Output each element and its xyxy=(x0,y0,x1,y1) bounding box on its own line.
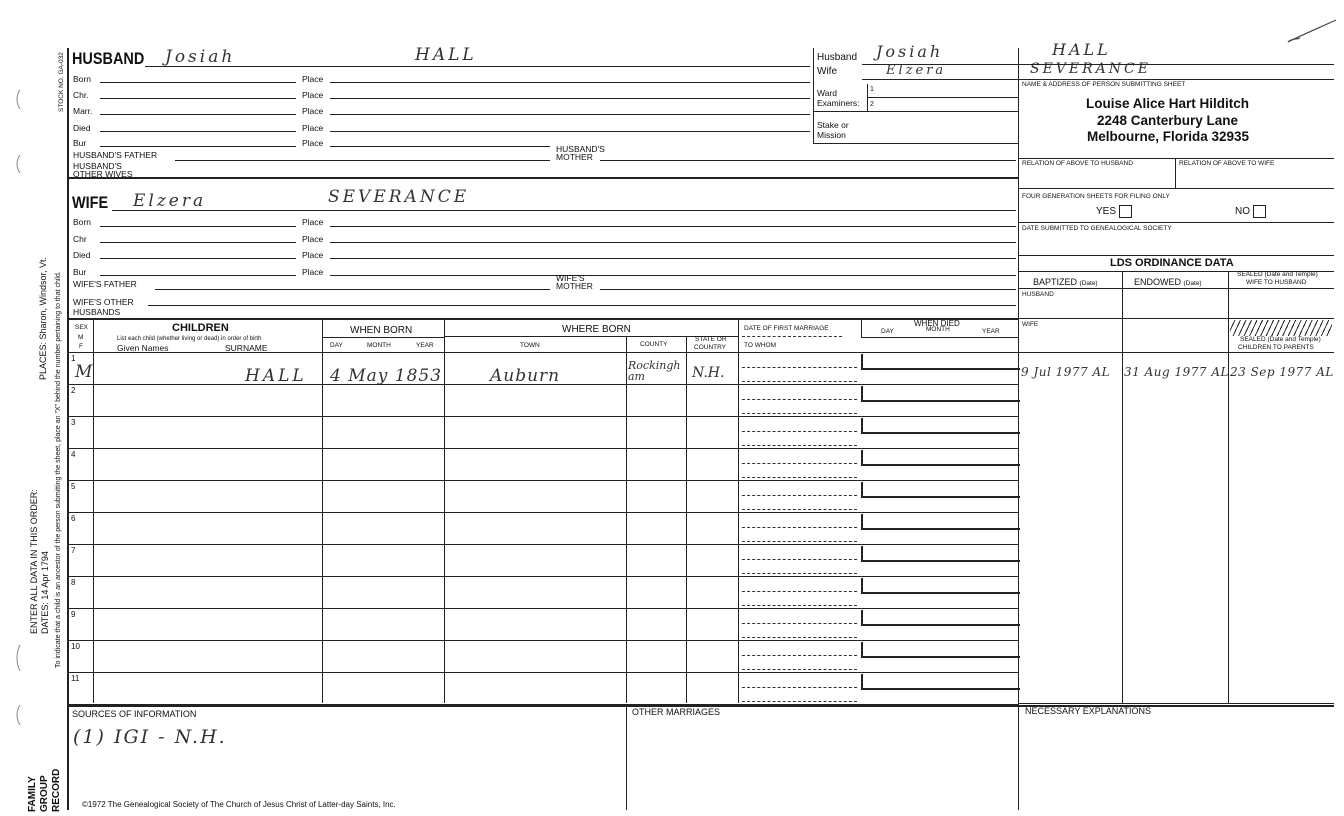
born-year-header: YEAR xyxy=(416,342,434,349)
child-row-line xyxy=(67,448,1018,449)
husbands-mother-label-2: MOTHER xyxy=(556,152,593,162)
to-whom-dash xyxy=(742,669,857,670)
husbands-other-wives-label-2: OTHER WIVES xyxy=(73,169,133,179)
left-edge-marks xyxy=(10,85,24,725)
husband-surname: HALL xyxy=(415,45,477,65)
child-row-line xyxy=(67,640,1018,641)
sources-label: SOURCES OF INFORMATION xyxy=(72,709,197,719)
child1-baptized: 9 Jul 1977 AL xyxy=(1021,365,1111,379)
town-header: TOWN xyxy=(520,342,540,349)
husband-born-label: Born xyxy=(73,74,91,84)
check-mark-icon xyxy=(1286,18,1338,46)
no-option[interactable] xyxy=(1235,205,1266,218)
where-born-col-divider xyxy=(444,318,445,703)
husband-died-place-label: Place xyxy=(302,123,324,133)
wife-bur-place-line xyxy=(330,275,1016,276)
stock-number: STOCK NO. GA-032 xyxy=(58,52,65,112)
wifes-father-label: WIFE'S FATHER xyxy=(73,279,137,289)
child-row-line xyxy=(67,512,1018,513)
first-marriage-dash xyxy=(742,336,842,337)
county-col-divider xyxy=(626,336,627,703)
husbands-mother-line xyxy=(600,160,1016,161)
where-born-header: WHERE BORN xyxy=(562,324,631,335)
wife-died-place-label: Place xyxy=(302,250,324,260)
husband-died-place-line xyxy=(330,131,810,132)
child-row-line xyxy=(67,672,1018,673)
child-row-line xyxy=(67,480,1018,481)
child-row-number: 4 xyxy=(71,450,76,459)
to-whom-dash xyxy=(742,701,857,702)
wife-chr-place-line xyxy=(330,242,1016,243)
husband-section-bottom xyxy=(67,177,1018,179)
surname-header: SURNAME xyxy=(225,343,268,353)
endowed-header xyxy=(1134,277,1202,287)
relation-wife-label: RELATION OF ABOVE TO WIFE xyxy=(1179,160,1275,167)
child1-endowed: 31 Aug 1977 AL xyxy=(1124,365,1229,379)
wifes-other-husbands-line xyxy=(148,305,1016,306)
husband-marr-label: Marr. xyxy=(73,106,93,116)
marriage-date-dash xyxy=(742,367,857,368)
wife-died-place-line xyxy=(330,258,1016,259)
enter-all-note: ENTER ALL DATA IN THIS ORDER: xyxy=(29,489,39,634)
died-year-header: YEAR xyxy=(982,328,1000,335)
other-marriages-label: OTHER MARRIAGES xyxy=(632,707,721,717)
submitter-bottom-line xyxy=(1018,158,1334,159)
examiner-1: 1 xyxy=(870,86,874,93)
panel-wife-surname: SEVERANCE xyxy=(1030,61,1151,77)
husband-bur-place-label: Place xyxy=(302,138,324,148)
lds-wife-row-label: WIFE xyxy=(1022,321,1039,328)
panel-husband-label: Husband xyxy=(817,52,858,63)
husband-bur-label: Bur xyxy=(73,138,87,148)
to-whom-dash xyxy=(742,605,857,606)
husband-marr-place-line xyxy=(330,114,810,115)
county-header: COUNTY xyxy=(640,341,668,348)
husband-bur-place-line xyxy=(330,146,550,147)
wife-section-bottom xyxy=(67,318,1018,320)
when-born-subline xyxy=(322,337,444,338)
child-row-number: 8 xyxy=(71,578,76,587)
wifes-other-husbands-label-1: WIFE'S OTHER xyxy=(73,297,134,307)
baptized-date-label: (Date) xyxy=(1079,280,1098,287)
baptized-label: BAPTIZED xyxy=(1033,277,1078,287)
wife-bur-label: Bur xyxy=(73,267,87,277)
husband-chr-line xyxy=(100,98,296,99)
wife-chr-label: Chr xyxy=(73,234,87,244)
four-gen-label: FOUR GENERATION SHEETS FOR FILING ONLY xyxy=(1022,193,1170,200)
sources-value: (1) IGI - N.H. xyxy=(73,726,227,748)
husband-died-label: Died xyxy=(73,123,91,133)
child1-sealed: 23 Sep 1977 AL xyxy=(1230,365,1334,379)
died-date-bracket xyxy=(861,674,1020,690)
examiner-2: 2 xyxy=(870,101,874,108)
died-date-bracket xyxy=(861,418,1020,434)
child1-state: N.H. xyxy=(692,365,725,381)
lds-husband-row-bottom xyxy=(1018,318,1334,319)
wifes-other-husbands-label-2: HUSBANDS xyxy=(73,307,121,317)
child-row-number: 3 xyxy=(71,418,76,427)
child-row-number: 7 xyxy=(71,546,76,555)
husband-chr-place-label: Place xyxy=(302,90,324,100)
marriage-date-dash xyxy=(742,399,857,400)
child-row-number: 2 xyxy=(71,386,76,395)
died-date-bracket xyxy=(861,482,1020,498)
panel-wife-line xyxy=(862,79,1334,80)
marriage-date-dash xyxy=(742,559,857,560)
children-note: List each child (whether living or dead) in order of birth xyxy=(117,336,262,342)
copyright-notice: ©1972 The Genealogical Society of The Church of Jesus Christ of Latter-day Saints, Inc. xyxy=(82,800,396,809)
first-marriage-header: DATE OF FIRST MARRIAGE xyxy=(744,325,829,332)
marriage-col-divider xyxy=(738,318,739,703)
died-date-bracket xyxy=(861,354,1020,370)
husband-given-name: Josiah xyxy=(165,47,236,67)
husband-bur-line xyxy=(100,146,296,147)
sealed-children-label-1: SEALED (Date and Temple) xyxy=(1240,336,1321,343)
relation-divider xyxy=(1175,158,1176,188)
date-submitted-bottom-line xyxy=(1018,255,1334,256)
died-date-bracket xyxy=(861,610,1020,626)
necessary-explanations-label: NECESSARY EXPLANATIONS xyxy=(1025,706,1152,716)
places-note: PLACES: Sharon, Windsor, Vt. xyxy=(38,256,48,380)
info-box-left-border xyxy=(813,48,814,143)
sealed-children-label-2: CHILDREN TO PARENTS xyxy=(1238,344,1314,351)
husband-born-place-label: Place xyxy=(302,74,324,84)
form-title-group: GROUP xyxy=(39,775,50,812)
date-submitted-label: DATE SUBMITTED TO GENEALOGICAL SOCIETY xyxy=(1022,225,1172,232)
child-row-number: 1 xyxy=(71,354,76,363)
born-day-header: DAY xyxy=(330,342,343,349)
died-date-bracket xyxy=(861,546,1020,562)
died-month-header: MONTH xyxy=(926,326,950,333)
child-row-line xyxy=(67,544,1018,545)
marriage-date-dash xyxy=(742,463,857,464)
wife-bur-place-label: Place xyxy=(302,267,324,277)
submitter-label: NAME & ADDRESS OF PERSON SUBMITTING SHEET xyxy=(1022,81,1186,88)
lds-hatched-cell xyxy=(1230,320,1332,336)
no-label: NO xyxy=(1235,206,1250,218)
endowed-label: ENDOWED xyxy=(1134,277,1181,287)
born-month-header: MONTH xyxy=(367,342,391,349)
children-header: CHILDREN xyxy=(172,322,229,334)
wife-surname: SEVERANCE xyxy=(328,187,470,207)
baptized-header xyxy=(1033,277,1098,287)
lds-col-divider-2 xyxy=(1228,271,1229,703)
wifes-mother-label-2: MOTHER xyxy=(556,281,593,291)
footer-divider xyxy=(626,705,627,810)
to-whom-dash xyxy=(742,637,857,638)
state-col-divider xyxy=(686,336,687,703)
child-row-line xyxy=(67,416,1018,417)
lds-wife-row-bottom xyxy=(1018,352,1334,353)
submitter-city: Melbourne, Florida 32935 xyxy=(1087,129,1250,144)
wifes-mother-label-1: WIFE'S xyxy=(556,273,585,283)
panel-wife-label: Wife xyxy=(817,66,837,77)
yes-checkbox[interactable] xyxy=(1119,205,1132,218)
to-whom-dash xyxy=(742,509,857,510)
child1-sex: M xyxy=(75,362,96,382)
wife-chr-line xyxy=(100,242,296,243)
to-whom-dash xyxy=(742,541,857,542)
to-whom-dash xyxy=(742,381,857,382)
submitter-street: 2248 Canterbury Lane xyxy=(1097,113,1239,128)
child1-birth-date: 4 May 1853 xyxy=(330,366,443,386)
state-header-2: COUNTRY xyxy=(694,344,727,351)
to-whom-dash xyxy=(742,413,857,414)
died-date-bracket xyxy=(861,578,1020,594)
examiner-mid-line xyxy=(867,97,1018,98)
wife-died-label: Died xyxy=(73,250,91,260)
submitter-name: Louise Alice Hart Hilditch xyxy=(1086,96,1250,111)
husband-marr-line xyxy=(100,114,296,115)
died-date-bracket xyxy=(861,450,1020,466)
child-row-number: 6 xyxy=(71,514,76,523)
marriage-date-dash xyxy=(742,431,857,432)
when-died-header: WHEN DIED xyxy=(914,319,960,328)
state-header-1: STATE OR xyxy=(695,336,727,343)
no-checkbox[interactable] xyxy=(1253,205,1266,218)
form-title-family: FAMILY xyxy=(27,776,38,812)
marriage-date-dash xyxy=(742,623,857,624)
yes-option[interactable] xyxy=(1096,205,1132,218)
husbands-other-wives-label-1: HUSBAND'S xyxy=(73,161,122,171)
sex-header: SEX xyxy=(75,324,89,331)
wife-label: WIFE xyxy=(72,193,109,212)
children-header-bottom xyxy=(67,352,1018,353)
wife-born-place-label: Place xyxy=(302,217,324,227)
died-day-header: DAY xyxy=(881,328,894,335)
where-born-subline xyxy=(444,336,738,337)
husband-died-line xyxy=(100,131,296,132)
lds-header-bottom xyxy=(1018,288,1334,289)
when-born-header: WHEN BORN xyxy=(350,325,413,336)
stake-bottom-line xyxy=(813,143,1018,144)
to-whom-header: TO WHOM xyxy=(744,342,777,349)
husband-chr-label: Chr. xyxy=(73,90,89,100)
sealed-wife-label-2: WIFE TO HUSBAND xyxy=(1246,279,1307,286)
marriage-date-dash xyxy=(742,495,857,496)
ancestor-instruction: To indicate that a child is an ancestor of the person submitting the sheet, place an "X" behind the number pertaining to that child. xyxy=(55,271,62,668)
lds-col-divider-1 xyxy=(1122,271,1123,703)
form-title-record: RECORD xyxy=(51,768,62,812)
husband-born-place-line xyxy=(330,82,810,83)
lds-husband-row-label: HUSBAND xyxy=(1022,291,1054,298)
sex-m-header: M xyxy=(78,334,84,341)
wife-born-place-line xyxy=(330,226,1016,227)
husband-chr-place-line xyxy=(330,98,810,99)
panel-husband-surname: HALL xyxy=(1052,40,1111,59)
wife-bur-line xyxy=(100,275,296,276)
sex-f-header: F xyxy=(79,343,83,350)
yes-label: YES xyxy=(1096,206,1117,218)
wife-born-label: Born xyxy=(73,217,91,227)
child-row-number: 10 xyxy=(71,642,80,651)
panel-husband-given: Josiah xyxy=(876,42,944,61)
died-col-divider-header xyxy=(861,318,862,337)
child-row-number: 5 xyxy=(71,482,76,491)
wife-given-name: Elzera xyxy=(133,191,207,211)
husbands-father-line xyxy=(175,160,550,161)
child-row-number: 11 xyxy=(71,674,80,683)
to-whom-dash xyxy=(742,477,857,478)
died-date-bracket xyxy=(861,514,1020,530)
to-whom-dash xyxy=(742,573,857,574)
when-died-subline xyxy=(861,337,1018,338)
stake-label-2: Mission xyxy=(817,130,846,140)
panel-husband-line xyxy=(862,64,1334,65)
wifes-father-line xyxy=(155,289,550,290)
child-row-number: 9 xyxy=(71,610,76,619)
lds-bottom-line xyxy=(1018,703,1334,704)
given-names-header: Given Names xyxy=(117,343,169,353)
marriage-date-dash xyxy=(742,591,857,592)
husbands-mother-label-1: HUSBAND'S xyxy=(556,144,605,154)
husband-label: HUSBAND xyxy=(72,49,145,68)
child1-surname: HALL xyxy=(245,366,307,386)
child1-county: Rockingham xyxy=(628,359,681,383)
to-whom-dash xyxy=(742,445,857,446)
child1-town: Auburn xyxy=(490,366,561,386)
wife-died-line xyxy=(100,258,296,259)
lds-title: LDS ORDINANCE DATA xyxy=(1110,257,1234,269)
marriage-date-dash xyxy=(742,687,857,688)
sealed-wife-label-1: SEALED (Date and Temple) xyxy=(1237,271,1318,278)
died-date-bracket xyxy=(861,642,1020,658)
marriage-date-dash xyxy=(742,527,857,528)
panel-wife-given: Elzera xyxy=(886,63,947,78)
child-row-line xyxy=(67,608,1018,609)
relation-husband-label: RELATION OF ABOVE TO HUSBAND xyxy=(1022,160,1133,167)
wife-born-line xyxy=(100,226,296,227)
stake-label-1: Stake or xyxy=(817,120,849,130)
child-row-line xyxy=(67,384,1018,385)
died-date-bracket xyxy=(861,386,1020,402)
wife-name-line xyxy=(112,210,1016,211)
examiners-label: Examiners: xyxy=(817,98,860,108)
ward-label: Ward xyxy=(817,88,837,98)
examiner-bottom-line xyxy=(813,111,1018,112)
marriage-date-dash xyxy=(742,655,857,656)
dates-note: DATES: 14 Apr 1794 xyxy=(40,551,50,634)
form-left-border xyxy=(67,48,69,810)
relation-bottom-line xyxy=(1018,188,1334,189)
endowed-date-label: (Date) xyxy=(1183,280,1202,287)
husbands-father-label: HUSBAND'S FATHER xyxy=(73,150,158,160)
husband-marr-place-label: Place xyxy=(302,106,324,116)
wifes-mother-line xyxy=(600,289,1016,290)
born-col-divider xyxy=(322,318,323,703)
wife-chr-place-label: Place xyxy=(302,234,324,244)
husband-born-line xyxy=(100,82,296,83)
four-gen-bottom-line xyxy=(1018,222,1334,223)
husband-name-line xyxy=(145,66,810,67)
child-row-line xyxy=(67,576,1018,577)
